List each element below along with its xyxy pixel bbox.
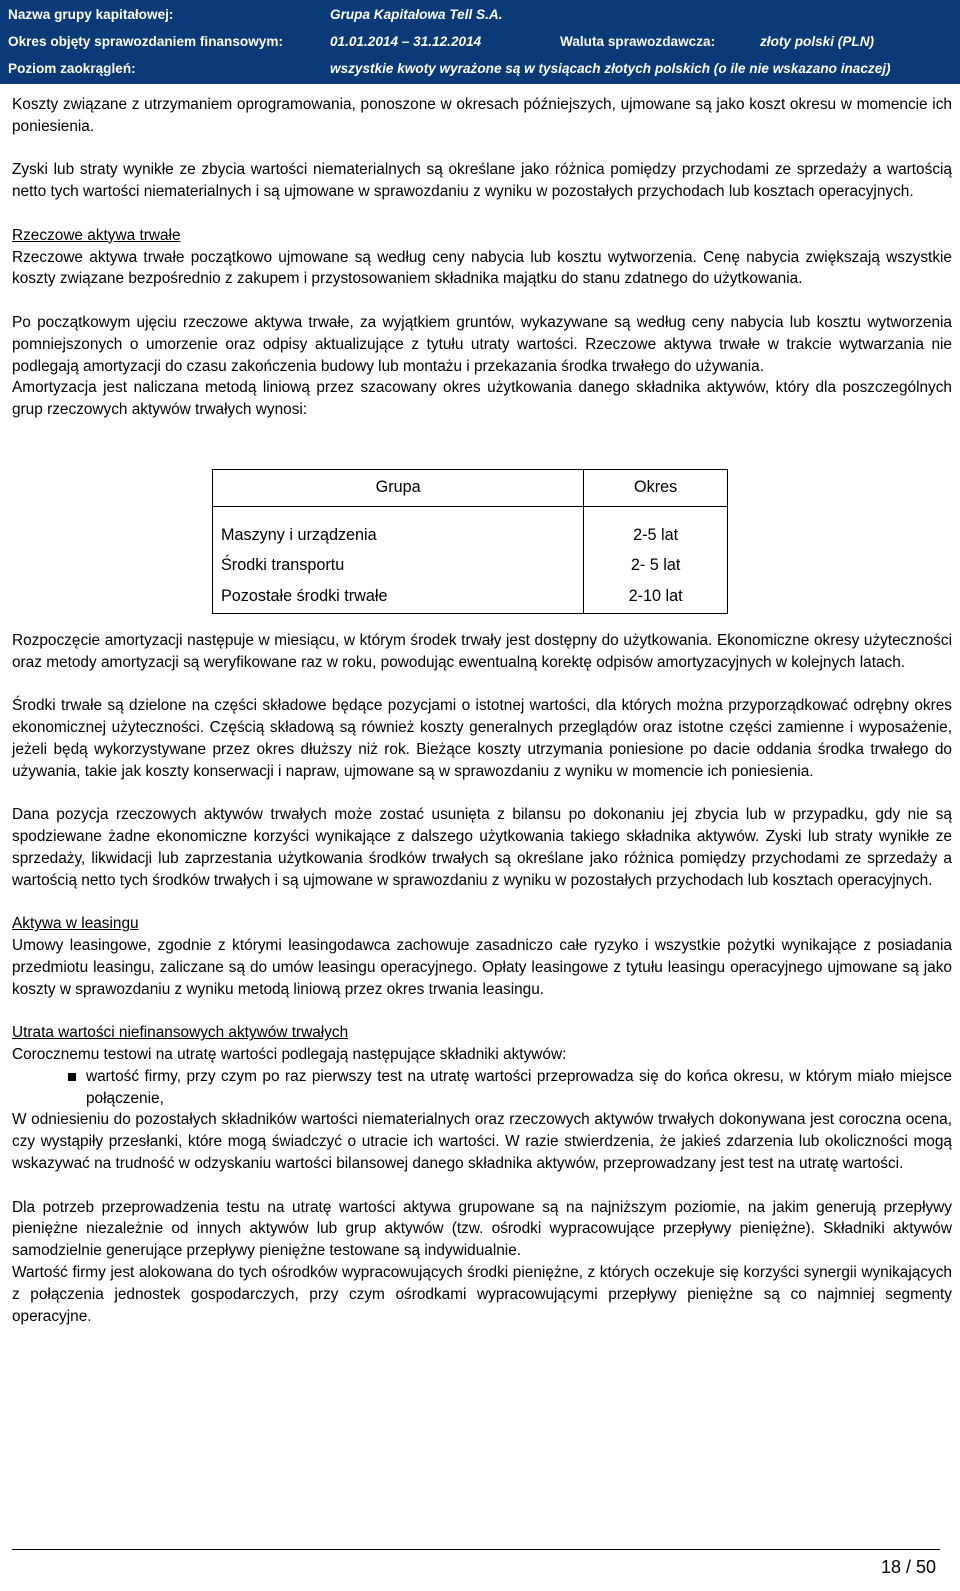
cell-group: Środki transportu [213,551,584,581]
table-row [213,581,728,614]
document-body [12,94,952,1327]
group-name-value: Grupa Kapitałowa Tell S.A. [330,7,503,22]
section-heading-impairment: Utrata wartości niefinansowych aktywów trwałych [12,1024,349,1042]
reporting-period-label: Okres objęty sprawozdaniem finansowym: [8,34,283,49]
cell-period: 2-10 lat [584,581,728,614]
reporting-period-value: 01.01.2014 – 31.12.2014 [330,34,482,49]
table-row [213,551,728,581]
currency-label: Waluta sprawozdawcza: [560,34,716,49]
paragraph-intangibles-disposal: Zyski lub straty wynikłe ze zbycia wartości niematerialnych są określane jako różnica pomiędzy przychodami ze sprzedaży a wartością netto tych wartości niematerialnych i są ujmowane w sprawozdaniu z wyniku w pozostałych przychodach lub kosztach operacyjnych. [12,161,952,201]
page-number: 18 / 50 [880,1557,936,1577]
rounding-level-label: Poziom zaokrągleń: [8,61,136,76]
currency-value: złoty polski (PLN) [760,34,875,49]
cell-group: Maszyny i urządzenia [213,506,584,551]
cell-period: 2-5 lat [584,506,728,551]
paragraph-operating-lease: Umowy leasingowe, zgodnie z którymi leasingodawca zachowuje zasadniczo całe ryzyko i wszystkie pożytki wynikające z posiadania przedmiotu leasingu, zaliczane są do umów leasingu operacyjnego. Opłaty leasingowe z tytułu leasingu operacyjnego ujmowane są jako koszty w sprawozdaniu z wyniku metodą liniową przez okres trwania leasingu. [12,937,952,998]
rounding-level-value: wszystkie kwoty wyrażone są w tysiącach złotych polskich (o ile nie wskazano inaczej) [330,61,891,76]
section-heading-fixed-assets: Rzeczowe aktywa trwałe [12,226,181,244]
paragraph-depreciation-start: Rozpoczęcie amortyzacji następuje w miesiącu, w którym środek trwały jest dostępny do użytkowania. Ekonomiczne okresy użyteczności oraz metody amortyzacji są weryfikowane raz w roku, powodując ewentualną korektę odpisów amortyzacyjnych w kolejnych latach. [12,631,952,671]
paragraph-annual-test: Corocznemu testowi na utratę wartości podlegają następujące składniki aktywów: [12,1046,567,1064]
column-header-period: Okres [584,469,728,506]
paragraph-software-costs: Koszty związane z utrzymaniem oprogramowania, ponoszone w okresach późniejszych, ujmowane są jako koszt okresu w momencie ich poniesienia. [12,96,952,135]
cell-group: Pozostałe środki trwałe [213,581,584,614]
paragraph-initial-recognition: Rzeczowe aktywa trwałe początkowo ujmowane są według ceny nabycia lub kosztu wytworzenia. Cenę nabycia zwiększają wszystkie koszty związane bezpośrednio z zakupem i przystosowaniem składnika majątku do stanu zdatnego do użytkowania. [12,248,952,288]
paragraph-derecognition: Dana pozycja rzeczowych aktywów trwałych może zostać usunięta z bilansu po dokonaniu jej zbycia lub w przypadku, gdy nie są spodziewane żadne ekonomiczne korzyści wynikające z dalszego użytkowania takiego składnika aktywów. Zyski lub straty wynikłe ze sprzedaży, likwidacji lub zaprzestania użytkowania środków trwałych są określane jako różnica pomiędzy przychodami ze sprzedaży a wartością netto tych środków trwałych i są ujmowane w sprawozdaniu z wyniku w pozostałych przychodach lub kosztach operacyjnych. [12,806,952,889]
group-name-label: Nazwa grupy kapitałowej: [8,7,174,22]
section-heading-leasing: Aktywa w leasingu [12,915,139,933]
column-header-group: Grupa [213,469,584,506]
paragraph-impairment-indicators: W odniesieniu do pozostałych składników wartości niematerialnych oraz rzeczowych aktywów trwałych dokonywana jest coroczna ocena, czy wystąpiły przesłanki, które mogą świadczyć o utracie ich wartości. W razie stwierdzenia, że jakieś zdarzenia lub okoliczności mogą wskazywać na trudność w odzyskaniu wartości bilansowej danego składnika aktywów, przeprowadzany jest test na utratę wartości. [12,1111,952,1173]
depreciation-periods-table [212,469,728,614]
paragraph-components: Środki trwałe są dzielone na części składowe będące pozycjami o istotnej wartości, dla których można przyporządkować odrębny okres ekonomicznej użyteczności. Częścią składową są również koszty generalnych przeglądów oraz istotne części zamienne i wyposażenie, jeżeli będą wykorzystywane przez okres dłuższy niż rok. Bieżące koszty utrzymania poniesione po dacie oddania środka trwałego do używania, takie jak koszty konserwacji i napraw, ujmowane są w sprawozdaniu z wyniku w momencie ich poniesienia. [12,697,952,780]
list-item-text: wartość firmy, przy czym po raz pierwszy test na utratę wartości przeprowadza się do końca okresu, w którym miało miejsce połączenie, [86,1067,952,1107]
paragraph-goodwill-allocation: Wartość firmy jest alokowana do tych ośrodków wypracowujących środki pieniężne, z których oczekuje się korzyści synergii wynikających z połączenia jednostek gospodarczych, przy czym ośrodkami wypracowującymi przepływy pieniężne są co najmniej segmenty operacyjne. [12,1264,952,1325]
cell-period: 2- 5 lat [584,551,728,581]
paragraph-cash-generating-units: Dla potrzeb przeprowadzenia testu na utratę wartości aktywa grupowane są na najniższym poziomie, na jakim generują przepływy pieniężne niezależnie od innych aktywów lub grup aktywów (tzw. ośrodki wypracowujące przepływy pieniężne). Składniki aktywów samodzielnie generujące przepływy pieniężne testowane są indywidualnie. [12,1198,952,1260]
bullet-square-icon [68,1073,76,1081]
paragraph-subsequent-measurement: Po początkowym ujęciu rzeczowe aktywa trwałe, za wyjątkiem gruntów, wykazywane są według ceny nabycia lub kosztu wytworzenia pomniejszonych o umorzenie oraz odpisy aktualizujące z tytułu utraty wartości. Rzeczowe aktywa trwałe w trakcie wytwarzania nie podlegają amortyzacji do czasu zakończenia budowy lub montażu i przekazania środka trwałego do używania. [12,313,952,375]
table-header-row [213,469,728,506]
document-header [0,0,960,84]
footer-divider [12,1549,940,1550]
paragraph-depreciation-method: Amortyzacja jest naliczana metodą liniową przez szacowany okres użytkowania danego składnika aktywów, który dla poszczególnych grup rzeczowych aktywów trwałych wynosi: [12,379,952,419]
list-item [12,1066,952,1110]
table-row [213,506,728,551]
